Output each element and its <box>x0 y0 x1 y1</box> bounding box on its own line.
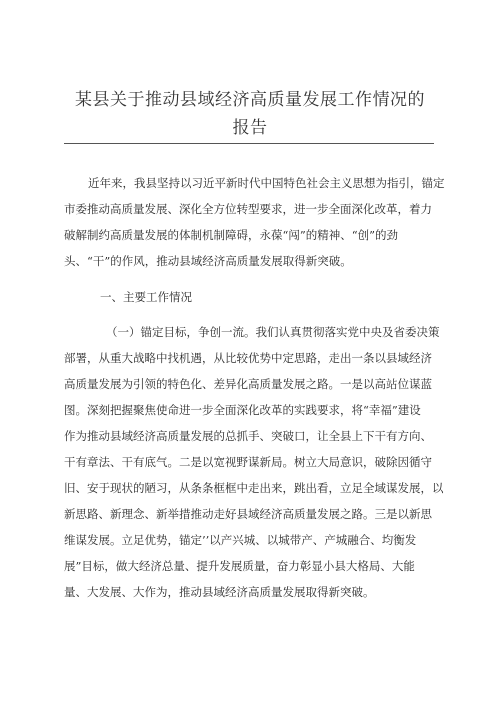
subsection-line-5: 作为推动县域经济高质量发展的总抓手、突破口，让全县上下干有方向、 <box>64 429 432 443</box>
intro-line-4: 头、“干”的作风，推动县域经济高质量发展取得新突破。 <box>64 254 352 268</box>
subsection-line-3: 高质量发展为引领的特色化、差异化高质量发展之路。一是以高站位谋蓝 <box>64 377 432 391</box>
subsection-line-8: 新思路、新理念、新举措推动走好县域经济高质量发展之路。三是以新思 <box>64 507 432 521</box>
subsection-line-1: （一）锚定目标，争创一流。我们认真贯彻落实党中央及省委决策 <box>106 325 440 339</box>
document-title-line-2: 报告 <box>232 118 268 138</box>
title-underline <box>64 143 434 144</box>
subsection-line-7: 旧、安于现状的陋习，从条条框框中走出来，跳出看，立足全域谋发展，以 <box>64 481 444 495</box>
document-title-line-1: 某县关于推动县域经济高质量发展工作情况的 <box>75 90 425 110</box>
intro-line-2: 市委推动高质量发展、深化全方位转型要求，进一步全面深化改革，着力 <box>64 202 432 216</box>
subsection-line-11: 量、大发展、大作为，推动县域经济高质量发展取得新突破。 <box>64 585 375 599</box>
subsection-line-2: 部署，从重大战略中找机遇，从比较优势中定思路，走出一条以县域经济 <box>64 351 432 365</box>
subsection-line-4: 图。深刻把握聚焦使命进一步全面深化改革的实践要求，将“幸福”建设 <box>64 403 421 417</box>
intro-line-3: 破解制约高质量发展的体制机制障碍，永葆“闯”的精神、“创”的劲 <box>64 228 399 242</box>
section-heading: 一、主要工作情况 <box>100 290 192 304</box>
intro-line-1: 近年来，我县坚持以习近平新时代中国特色社会主义思想为指引，锚定 <box>88 176 445 190</box>
subsection-line-10: 展”目标，做大经济总量、提升发展质量，奋力彰显小县大格局、大能 <box>64 559 415 573</box>
subsection-line-9: 维谋发展。立足优势，锚定’’以产兴城、以城带产、产城融合、均衡发 <box>64 533 417 547</box>
subsection-line-6: 干有章法、干有底气。二是以宽视野谋新局。树立大局意识，破除因循守 <box>64 455 432 469</box>
